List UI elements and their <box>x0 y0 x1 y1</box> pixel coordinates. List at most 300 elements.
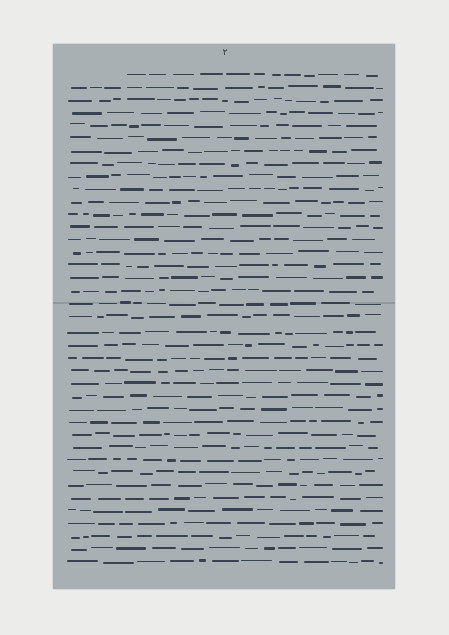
ink-stroke <box>311 357 327 359</box>
ink-stroke <box>360 510 383 512</box>
handwritten-line <box>67 99 383 101</box>
ink-stroke <box>146 87 174 89</box>
ink-stroke <box>317 473 325 474</box>
ink-stroke <box>131 317 144 319</box>
ink-stroke <box>242 382 272 383</box>
ink-stroke <box>70 136 91 138</box>
ink-stroke <box>318 74 338 75</box>
ink-stroke <box>321 420 351 422</box>
ink-stroke <box>173 74 194 75</box>
ink-stroke <box>125 278 155 279</box>
ink-stroke <box>346 276 365 278</box>
ink-stroke <box>140 473 153 475</box>
handwritten-line <box>67 421 383 423</box>
ink-stroke <box>105 383 122 385</box>
ink-stroke <box>295 357 308 359</box>
ink-stroke <box>170 290 194 291</box>
ink-stroke <box>348 202 365 204</box>
handwritten-line <box>67 150 383 152</box>
ink-stroke <box>355 473 362 475</box>
ink-stroke <box>201 276 215 277</box>
ink-stroke <box>170 522 177 524</box>
ink-stroke <box>67 560 98 562</box>
page-number: ۲ <box>222 48 228 58</box>
ink-stroke <box>370 421 383 423</box>
ink-stroke <box>68 100 92 102</box>
ink-stroke <box>199 163 225 165</box>
ink-stroke <box>238 333 270 335</box>
ink-stroke <box>129 125 138 127</box>
ink-stroke <box>137 535 152 537</box>
ink-stroke <box>278 382 291 383</box>
ink-stroke <box>246 435 273 436</box>
ink-stroke <box>86 484 112 485</box>
ink-stroke <box>357 344 370 346</box>
ink-stroke <box>122 343 136 345</box>
ink-stroke <box>365 190 375 192</box>
ink-stroke <box>276 447 295 449</box>
ink-stroke <box>254 73 265 76</box>
ink-stroke <box>313 344 319 345</box>
ink-stroke <box>86 395 97 396</box>
ink-stroke <box>130 394 147 396</box>
ink-stroke <box>193 370 204 371</box>
ink-stroke <box>111 422 137 424</box>
ink-stroke <box>219 537 232 539</box>
ink-stroke <box>149 189 163 191</box>
handwritten-line <box>67 370 383 372</box>
ink-stroke <box>244 496 265 498</box>
ink-stroke <box>262 396 289 397</box>
ink-stroke <box>173 382 196 384</box>
ink-stroke <box>361 371 383 372</box>
ink-stroke <box>95 432 109 434</box>
ink-stroke <box>184 215 210 217</box>
ink-stroke <box>328 125 341 126</box>
ink-stroke <box>211 289 226 291</box>
ink-stroke <box>204 358 224 359</box>
ink-stroke <box>102 332 114 333</box>
ink-stroke <box>202 98 218 100</box>
ink-stroke <box>71 369 90 371</box>
ink-stroke <box>209 228 234 229</box>
ink-stroke <box>117 536 131 538</box>
handwritten-line <box>67 138 383 140</box>
ink-stroke <box>230 200 257 201</box>
ink-stroke <box>295 138 315 139</box>
ink-stroke <box>302 177 333 178</box>
ink-stroke <box>127 174 150 175</box>
ink-stroke <box>289 111 305 113</box>
ink-stroke <box>281 137 291 138</box>
ink-stroke <box>345 87 374 89</box>
ink-stroke <box>163 422 192 423</box>
handwritten-line <box>67 383 383 385</box>
handwritten-line <box>67 112 383 114</box>
ink-stroke <box>260 125 269 127</box>
ink-stroke <box>336 251 359 252</box>
ink-stroke <box>249 174 273 175</box>
handwritten-line <box>67 332 383 334</box>
ink-stroke <box>340 485 356 486</box>
handwritten-line <box>67 523 383 525</box>
ink-stroke <box>189 434 200 435</box>
ink-stroke <box>246 303 264 306</box>
ink-stroke <box>70 277 99 279</box>
ink-stroke <box>127 98 155 100</box>
ink-stroke <box>169 304 195 306</box>
ink-stroke <box>276 277 308 278</box>
ink-stroke <box>178 485 203 486</box>
ink-stroke <box>220 253 233 255</box>
ink-stroke <box>258 86 265 88</box>
ink-stroke <box>125 511 152 512</box>
ink-stroke <box>240 408 255 410</box>
ink-stroke <box>368 447 379 449</box>
ink-stroke <box>220 331 231 333</box>
ink-stroke <box>172 201 180 204</box>
handwritten-line <box>67 510 383 512</box>
ink-stroke <box>278 432 308 434</box>
ink-stroke <box>366 75 378 77</box>
ink-stroke <box>212 560 239 562</box>
handwritten-line <box>67 396 383 398</box>
ink-stroke <box>365 470 375 472</box>
ink-stroke <box>138 151 159 152</box>
ink-stroke <box>150 445 168 446</box>
handwritten-line <box>67 548 383 550</box>
ink-stroke <box>280 150 290 151</box>
ink-stroke <box>369 161 381 164</box>
ink-stroke <box>367 547 383 549</box>
handwritten-line <box>67 239 383 241</box>
ink-stroke <box>71 498 91 501</box>
handwritten-line <box>67 252 383 254</box>
handwritten-line <box>67 434 383 436</box>
handwritten-line <box>67 214 383 216</box>
ink-stroke <box>182 137 210 138</box>
ink-stroke <box>299 447 312 449</box>
ink-stroke <box>97 138 122 140</box>
ink-stroke <box>98 523 115 526</box>
ink-stroke <box>104 87 121 89</box>
ink-stroke <box>162 149 184 151</box>
ink-stroke <box>347 314 360 316</box>
ink-stroke <box>94 226 118 227</box>
ink-stroke <box>264 459 280 460</box>
ink-stroke <box>363 535 375 536</box>
ink-stroke <box>109 445 133 447</box>
ink-stroke <box>206 522 231 523</box>
ink-stroke <box>72 434 91 435</box>
ink-stroke <box>290 302 316 304</box>
ink-stroke <box>355 331 376 333</box>
ink-stroke <box>325 213 335 214</box>
ink-stroke <box>127 458 137 460</box>
ink-stroke <box>358 422 364 424</box>
ink-stroke <box>340 498 361 500</box>
ink-stroke <box>368 136 377 137</box>
ink-stroke <box>68 239 80 240</box>
ink-stroke <box>329 291 357 292</box>
ink-stroke <box>172 253 188 255</box>
ink-stroke <box>200 176 207 178</box>
handwritten-line <box>67 87 383 89</box>
ink-stroke <box>124 226 154 228</box>
ink-stroke <box>335 370 357 372</box>
ink-stroke <box>193 88 219 91</box>
ink-stroke <box>342 434 353 435</box>
ink-stroke <box>178 163 197 165</box>
ink-stroke <box>111 174 120 176</box>
ink-stroke <box>321 202 330 204</box>
ink-stroke <box>158 226 180 228</box>
ink-stroke <box>132 409 142 410</box>
ink-stroke <box>331 509 353 511</box>
ink-stroke <box>333 201 344 202</box>
ink-stroke <box>159 277 169 278</box>
ink-stroke <box>124 381 156 383</box>
ink-stroke <box>295 200 319 202</box>
ink-stroke <box>369 201 383 202</box>
ink-stroke <box>264 547 275 549</box>
ink-stroke <box>71 383 99 385</box>
ink-stroke <box>71 291 80 293</box>
ink-stroke <box>116 547 146 549</box>
ink-stroke <box>106 357 121 359</box>
ink-stroke <box>248 289 259 290</box>
ink-stroke <box>330 357 351 360</box>
ink-stroke <box>209 369 224 370</box>
ink-stroke <box>315 447 346 449</box>
ink-stroke <box>143 459 162 461</box>
ink-stroke <box>208 253 218 255</box>
ink-stroke <box>338 227 352 229</box>
ink-stroke <box>105 291 116 293</box>
ink-stroke <box>290 420 307 422</box>
ink-stroke <box>314 265 327 267</box>
ink-stroke <box>284 264 308 266</box>
ink-stroke <box>294 316 320 317</box>
ink-stroke <box>280 113 287 115</box>
ink-stroke <box>199 471 229 473</box>
ink-stroke <box>264 447 272 450</box>
ink-stroke <box>365 383 383 386</box>
ink-stroke <box>374 344 383 345</box>
ink-stroke <box>158 253 167 255</box>
handwritten-line <box>67 446 383 448</box>
ink-stroke <box>143 421 161 424</box>
ink-stroke <box>91 547 113 548</box>
ink-stroke <box>270 496 286 498</box>
ink-stroke <box>377 408 383 411</box>
ink-stroke <box>113 435 135 437</box>
ink-stroke <box>245 344 252 346</box>
ink-stroke <box>343 459 374 460</box>
ink-stroke <box>272 264 278 266</box>
ink-stroke <box>278 189 287 190</box>
ink-stroke <box>204 151 228 152</box>
ink-stroke <box>102 164 114 166</box>
ink-stroke <box>149 316 174 318</box>
ink-stroke <box>69 303 93 305</box>
ink-stroke <box>245 548 259 550</box>
ink-stroke <box>231 472 260 473</box>
ink-stroke <box>261 408 288 410</box>
ink-stroke <box>260 422 287 423</box>
ink-stroke <box>101 263 120 265</box>
ink-stroke <box>86 238 96 239</box>
ink-stroke <box>133 302 142 304</box>
ink-stroke <box>158 371 168 373</box>
ink-stroke <box>113 98 121 100</box>
ink-stroke <box>167 214 178 216</box>
ink-stroke <box>280 510 310 511</box>
ink-stroke <box>207 432 230 434</box>
ink-stroke <box>149 74 167 75</box>
ink-stroke <box>225 87 253 89</box>
handwritten-line <box>67 125 383 127</box>
ink-stroke <box>93 511 123 512</box>
ink-stroke <box>362 291 374 293</box>
ink-stroke <box>258 343 285 344</box>
ink-stroke <box>242 316 251 318</box>
ink-stroke <box>370 263 382 265</box>
ink-stroke <box>242 357 268 360</box>
ink-stroke <box>372 522 383 524</box>
ink-stroke <box>358 113 375 115</box>
ink-stroke <box>373 227 383 229</box>
ink-stroke <box>279 561 299 563</box>
ink-stroke <box>83 291 99 292</box>
ink-stroke <box>306 535 317 538</box>
ink-stroke <box>263 202 290 204</box>
ink-stroke <box>199 559 206 561</box>
ink-stroke <box>233 483 253 485</box>
handwritten-line <box>67 74 383 76</box>
ink-stroke <box>347 163 365 164</box>
ink-stroke <box>327 238 347 239</box>
ink-stroke <box>366 497 383 498</box>
ink-stroke <box>303 187 322 189</box>
ink-stroke <box>83 536 89 538</box>
ink-stroke <box>239 253 260 255</box>
ink-stroke <box>236 535 250 536</box>
ink-stroke <box>266 253 293 254</box>
ink-stroke <box>279 370 301 371</box>
ink-stroke <box>68 509 75 511</box>
ink-stroke <box>315 407 343 409</box>
ink-stroke <box>153 396 182 398</box>
ink-stroke <box>164 433 170 435</box>
ink-stroke <box>204 202 227 203</box>
ink-stroke <box>246 162 258 164</box>
ink-stroke <box>273 225 300 227</box>
ink-stroke <box>371 276 383 278</box>
ink-stroke <box>274 357 292 359</box>
ink-stroke <box>270 303 288 305</box>
ink-stroke <box>298 250 330 252</box>
ink-stroke <box>323 536 331 538</box>
ink-stroke <box>156 470 173 472</box>
ink-stroke <box>141 113 161 115</box>
ink-stroke <box>323 315 344 317</box>
ink-stroke <box>154 265 184 267</box>
ink-stroke <box>207 460 234 462</box>
ink-stroke <box>68 357 77 359</box>
ink-stroke <box>69 316 92 317</box>
ink-stroke <box>334 535 359 536</box>
ink-stroke <box>183 226 202 228</box>
ink-stroke <box>230 240 255 242</box>
ink-stroke <box>269 150 277 151</box>
ink-stroke <box>125 359 152 361</box>
ink-stroke <box>278 547 295 549</box>
ink-stroke <box>104 344 118 345</box>
ink-stroke <box>91 535 110 537</box>
ink-stroke <box>188 200 201 202</box>
ink-stroke <box>344 137 363 138</box>
ink-stroke <box>288 85 319 87</box>
ink-stroke <box>88 201 103 203</box>
handwritten-line <box>67 535 383 537</box>
ink-stroke <box>289 473 299 475</box>
ink-stroke <box>357 435 376 437</box>
ink-stroke <box>191 252 203 254</box>
ink-stroke <box>307 215 322 217</box>
ink-stroke <box>102 276 119 278</box>
ink-stroke <box>103 562 134 564</box>
ink-stroke <box>249 188 262 189</box>
ink-stroke <box>378 187 383 188</box>
handwritten-line <box>67 357 383 359</box>
ink-stroke <box>292 346 307 348</box>
ink-stroke <box>157 359 167 361</box>
ink-stroke <box>276 124 289 126</box>
ink-stroke <box>158 508 185 510</box>
ink-stroke <box>238 276 269 278</box>
handwritten-line <box>67 163 383 165</box>
ink-stroke <box>202 445 226 446</box>
ink-stroke <box>213 175 244 177</box>
handwritten-line <box>67 497 383 499</box>
ink-stroke <box>309 150 327 152</box>
ink-stroke <box>213 497 240 498</box>
ink-stroke <box>67 332 98 334</box>
ink-stroke <box>205 483 227 484</box>
ink-stroke <box>266 471 282 472</box>
ink-stroke <box>370 215 379 217</box>
ink-stroke <box>212 213 237 215</box>
ink-stroke <box>141 213 164 215</box>
ink-stroke <box>104 152 132 154</box>
ink-stroke <box>313 278 343 279</box>
ink-stroke <box>73 470 95 471</box>
ink-stroke <box>340 215 364 217</box>
ink-stroke <box>300 459 318 460</box>
ink-stroke <box>183 176 196 177</box>
ink-stroke <box>157 99 170 100</box>
ink-stroke <box>72 112 102 115</box>
ink-stroke <box>334 100 364 102</box>
ink-stroke <box>378 458 383 459</box>
ink-stroke <box>299 522 314 524</box>
ink-stroke <box>349 445 363 446</box>
ink-stroke <box>68 213 79 214</box>
ink-stroke <box>348 409 373 411</box>
ink-stroke <box>355 304 381 305</box>
ink-stroke <box>181 315 201 317</box>
